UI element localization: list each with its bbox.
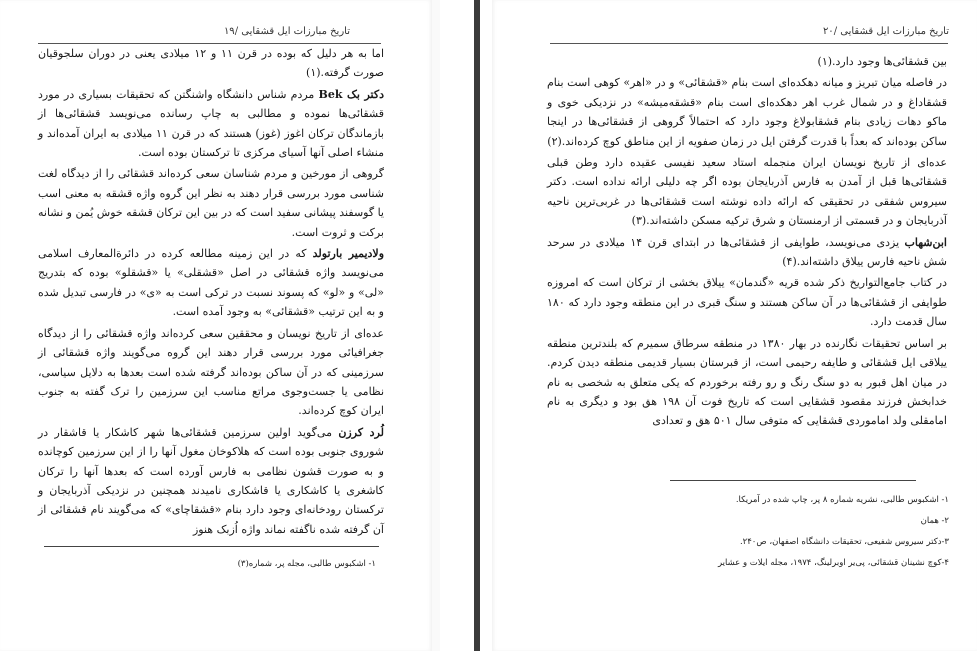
footnote: ۱- اشکبوس طالبی، مجله پر، شماره(۳) <box>237 559 376 569</box>
paragraph-text: گروهی از مورخین و مردم شناسان سعی کرده‌اند قشقائی را از دیدگاه لغت شناسی مورد بررسی قرار دهند به نظر این گروه واژه قشقه به معنی اسب یا گوسفند پیشانی سفید است که در بین این ترکان قشقه خوش یُمن و نشانه برکت و ثروت است. <box>37 167 384 239</box>
paragraph-lead: ابن‌شهاب <box>904 235 947 249</box>
paragraph <box>547 233 947 272</box>
right-footnotes <box>649 490 949 574</box>
paragraph <box>547 273 947 331</box>
paragraph <box>547 73 947 151</box>
binding-shadow <box>474 0 480 651</box>
paragraph <box>547 153 947 231</box>
paragraph-text: که در این زمینه مطالعه کرده در دائرةالمعارف اسلامی می‌نویسد واژه قشقائی در اصل «قشقلی» یا «قشقلو» بوده که بتدریج «لی» و «لو» که پسوند نسبت در ترکی است به «ی» در فارسی تبدیل شده و به این ترتیب «قشقائی» به وجود آمده است. <box>38 247 384 319</box>
paragraph <box>38 423 384 539</box>
paragraph-text: بر اساس تحقیقات نگارنده در بهار ۱۳۸۰ در منطقه سرطاق سمیرم که بلندترین منطقه ییلاقی ایل قشقائی و طایفه رحیمی است، از قبرستان بسیار قدیمی منطقه دیدن کردم. در میان اهل قبور به دو سنگ رنگ و رو رفته برخوردم که یکی متعلق به شخصی به نام خدابخش فرزند مقصود قشقایی است که تاریخ فوت آن ۱۹۸ هق بود و دیگری به نام امامقلی ولد اماموردی قشقایی که متوفی سال ۵۰۱ هق و تعدادی <box>547 336 947 428</box>
gutter <box>440 0 492 651</box>
paragraph-text: بین قشقائی‌ها وجود دارد.(۱) <box>817 55 947 68</box>
paragraph <box>38 164 384 242</box>
paragraph <box>38 244 384 322</box>
paragraph <box>38 85 384 163</box>
paragraph <box>38 324 384 421</box>
footnote: ۳-دکتر سیروس شفیعی، تحقیقات دانشگاه اصفهان، ص۲۴۰. <box>739 537 949 547</box>
footnote: ۱- اشکبوس طالبی، نشریه شماره ۸ پر، چاپ شده در آمریکا. <box>735 495 949 505</box>
paragraph-text: اما به هر دلیل که بوده در قرن ۱۱ و ۱۲ میلادی یعنی در دوران سلجوقیان صورت گرفته.(۱) <box>38 47 385 80</box>
paragraph-text: یزدی می‌نویسد، طوایفی از قشقائی‌ها در ابتدای قرن ۱۴ میلادی در سرحد شش ناحیه فارس ییلاق داشته‌اند.(۴) <box>547 235 947 269</box>
paragraph <box>547 52 947 71</box>
paragraph-lead: دکتر بک Bek <box>318 87 384 101</box>
footnote: ۴-کوچ نشینان قشقائی، پی‌یر اوبرلینگ، ۱۹۷۴، مجله ایلات و عشایر <box>717 558 949 568</box>
paragraph-text: عده‌ای از تاریخ نویسان و محققین سعی کرده‌اند واژه قشقائی را از دیدگاه جغرافیائی مورد بررسی قرار دهند این گروه می‌گویند واژه قشقائی از سرزمینی که در آن ساکن بوده‌اند گرفته شده است بعدها به دلایل سیاسی، نظامی یا جست‌وجوی مراتع مناسب این سرزمین را ترک گفته به جنوب ایران کوچ کرده‌اند. <box>38 326 384 418</box>
paragraph-text: عده‌ای از تاریخ نویسان ایران منجمله استاد سعید نفیسی عقیده دارد وطن قبلی قشقائی‌ها قبل از آمدن به فارس آذربایجان بوده اگر چه دلیلی ارائه نداده است. دکتر سیروس شفقی در تحقیقی که ارائه داده نوشته است قشقائی‌ها در غربی‌ترین ناحیه آذربایجان و در قسمتی از ارمنستان و شرق ترکیه مسکن داشته‌اند.(۳) <box>547 156 947 228</box>
paragraph <box>547 334 947 431</box>
left-running-head: تاریخ مبارزات ایل قشقایی /۱۹ <box>223 26 350 37</box>
right-page <box>492 0 977 651</box>
paragraph <box>38 44 384 83</box>
right-body-text <box>547 52 947 433</box>
paragraph-lead: ولادیمیر بارتولد <box>312 247 385 261</box>
footnote: ۲- همان <box>920 516 949 526</box>
left-body-text <box>38 44 384 541</box>
right-running-head: تاریخ مبارزات ایل قشقایی /۲۰ <box>822 26 949 37</box>
left-page <box>0 0 432 651</box>
paragraph-text: مردم شناس دانشگاه واشنگتن که تحقیقات بسیاری در مورد قشقائی‌ها نموده و مطالبی به چاپ رسانده می‌نویسد قشقائی‌ها از بازماندگان ترکان اغوز (غوز) هستند که در قرن ۱۱ میلادی به ایران آمده‌اند و منشاء اصلی آنها آسیای مرکزی تا ترکستان بوده است. <box>38 87 384 160</box>
paragraph-text: می‌گوید اولین سرزمین قشقائی‌ها شهر کاشکار یا قاشقار در شوروی جنوبی بوده است که هلاکوخان مغول آنها را از این سرزمین کوچانده و به صورت قشون نظامی به فارس آورده است که بعدها آنها را ترکان کاشغری یا کاشکاری یا قاشکاری نامیدند همچنین در نزدیکی آذربایجان و ترکستان رودخانه‌ای وجود دارد بنام «قشقاچای» که می‌گویند نام قشقائی از آن گرفته شده ناگفته نماند واژه اُزبک هنوز <box>38 425 384 536</box>
paragraph-lead: لُرد کرزن <box>338 425 384 439</box>
left-footnotes <box>56 554 376 575</box>
paragraph-text: در کتاب جامع‌التواریخ ذکر شده قریه «گندمان» ییلاق بخشی از ترکان است که امروزه طوایفی از قشقائی‌ها در آن ساکن هستند و سنگ قبری در این منطقه وجود دارد که ۱۸۰ سال قدمت دارد. <box>547 276 947 329</box>
left-footnote-rule <box>44 546 379 547</box>
right-header-rule <box>550 43 948 44</box>
right-footnote-rule <box>670 480 916 481</box>
paragraph-text: در فاصله میان تبریز و میانه دهکده‌ای است بنام «قشقائی» و در «اهر» کوهی است بنام قشقاداغ و در شمال غرب اهر دهکده‌ای است بنام «قشقه‌میشه» در نزدیکی خوی و ماکو دهات زیادی بنام قشقابولاغ وجود دارد که احتمالاً گروهی از قشقائی‌ها در اینجا ساکن بوده‌اند که بعداً با قدرت گرفتن ایل در زمان صفویه از این مناطق کوچ کرده‌اند.(۲) <box>547 76 947 148</box>
